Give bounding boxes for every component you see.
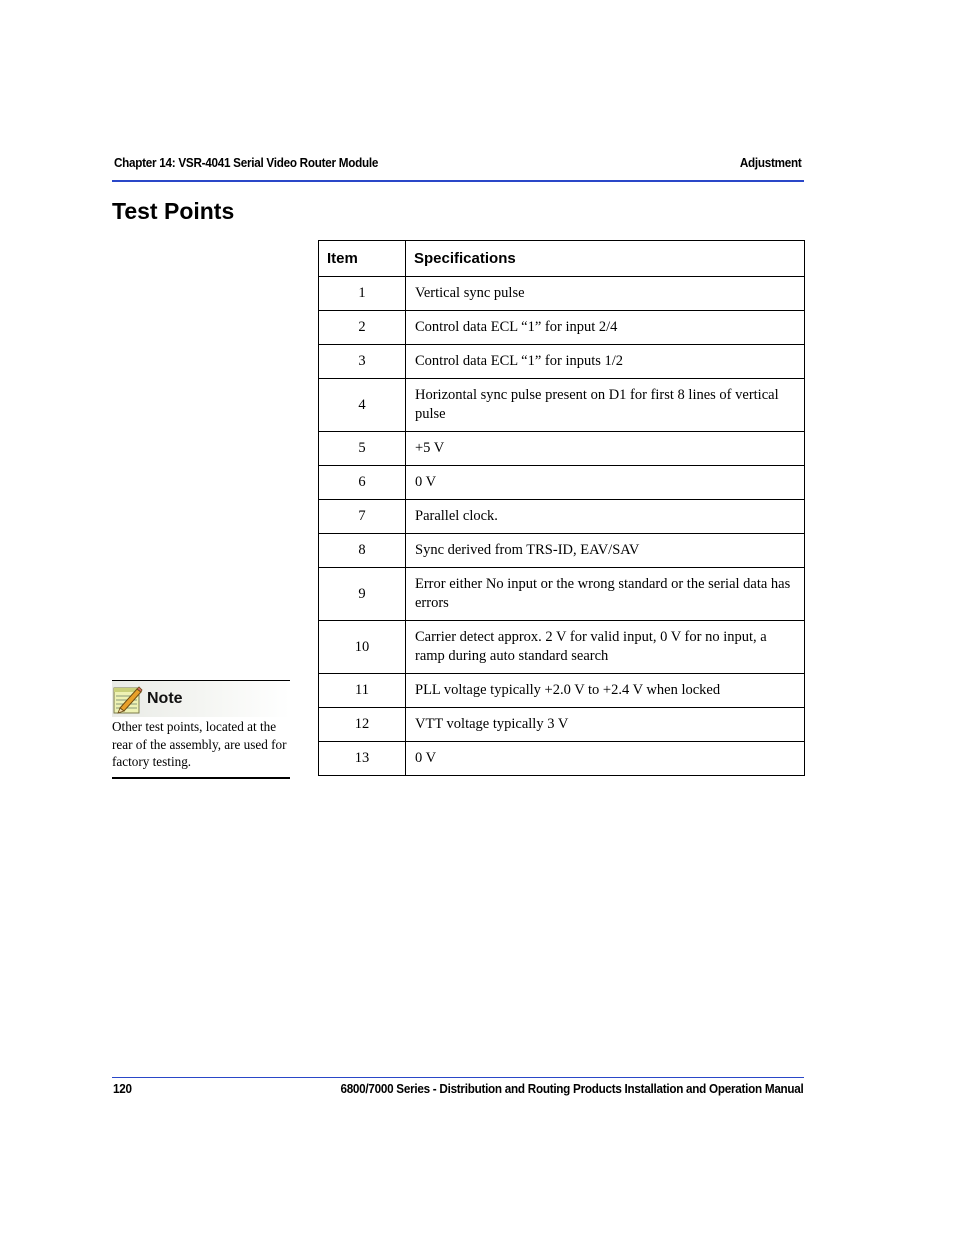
item-number: 13 xyxy=(319,742,406,776)
column-header-specifications: Specifications xyxy=(406,241,805,277)
item-number: 5 xyxy=(319,432,406,466)
table-row xyxy=(319,379,805,432)
specification: Horizontal sync pulse present on D1 for first 8 lines of vertical pulse xyxy=(406,379,805,432)
header-rule xyxy=(112,180,804,182)
page-title: Test Points xyxy=(112,198,235,224)
item-number: 10 xyxy=(319,621,406,674)
table-row xyxy=(319,311,805,345)
item-number: 1 xyxy=(319,277,406,311)
table-header-row xyxy=(319,241,805,277)
item-number: 2 xyxy=(319,311,406,345)
item-number: 4 xyxy=(319,379,406,432)
specification: PLL voltage typically +2.0 V to +2.4 V when locked xyxy=(406,674,805,708)
specification: Error either No input or the wrong standard or the serial data has errors xyxy=(406,568,805,621)
table-row xyxy=(319,500,805,534)
table-row xyxy=(319,674,805,708)
page-number: 120 xyxy=(113,1081,132,1096)
test-points-table xyxy=(318,240,805,776)
specification: Control data ECL “1” for input 2/4 xyxy=(406,311,805,345)
footer-rule xyxy=(112,1077,804,1078)
specification: Vertical sync pulse xyxy=(406,277,805,311)
note-callout xyxy=(112,680,290,779)
table-row xyxy=(319,277,805,311)
specification: 0 V xyxy=(406,466,805,500)
table-row xyxy=(319,742,805,776)
item-number: 8 xyxy=(319,534,406,568)
pencil-notepad-icon xyxy=(113,685,143,720)
specification: Sync derived from TRS-ID, EAV/SAV xyxy=(406,534,805,568)
specification: Control data ECL “1” for inputs 1/2 xyxy=(406,345,805,379)
table-row xyxy=(319,534,805,568)
table-row xyxy=(319,621,805,674)
specification: +5 V xyxy=(406,432,805,466)
running-header-chapter: Chapter 14: VSR-4041 Serial Video Router Module xyxy=(114,155,379,170)
note-heading xyxy=(112,681,290,717)
item-number: 3 xyxy=(319,345,406,379)
note-text: Other test points, located at the rear of the assembly, are used for factory testing. xyxy=(112,719,287,769)
table-row xyxy=(319,345,805,379)
item-number: 12 xyxy=(319,708,406,742)
table-row xyxy=(319,432,805,466)
manual-title: 6800/7000 Series - Distribution and Routing Products Installation and Operation Manual xyxy=(340,1081,804,1096)
item-number: 9 xyxy=(319,568,406,621)
item-number: 7 xyxy=(319,500,406,534)
column-header-item: Item xyxy=(319,241,406,277)
table-row xyxy=(319,466,805,500)
item-number: 11 xyxy=(319,674,406,708)
specification: VTT voltage typically 3 V xyxy=(406,708,805,742)
note-label: Note xyxy=(147,690,183,707)
table-row xyxy=(319,708,805,742)
specification: Parallel clock. xyxy=(406,500,805,534)
specification: Carrier detect approx. 2 V for valid input, 0 V for no input, a ramp during auto standard search xyxy=(406,621,805,674)
table-row xyxy=(319,568,805,621)
running-header-section: Adjustment xyxy=(740,155,802,170)
note-bottom-rule xyxy=(112,777,290,779)
specification: 0 V xyxy=(406,742,805,776)
item-number: 6 xyxy=(319,466,406,500)
